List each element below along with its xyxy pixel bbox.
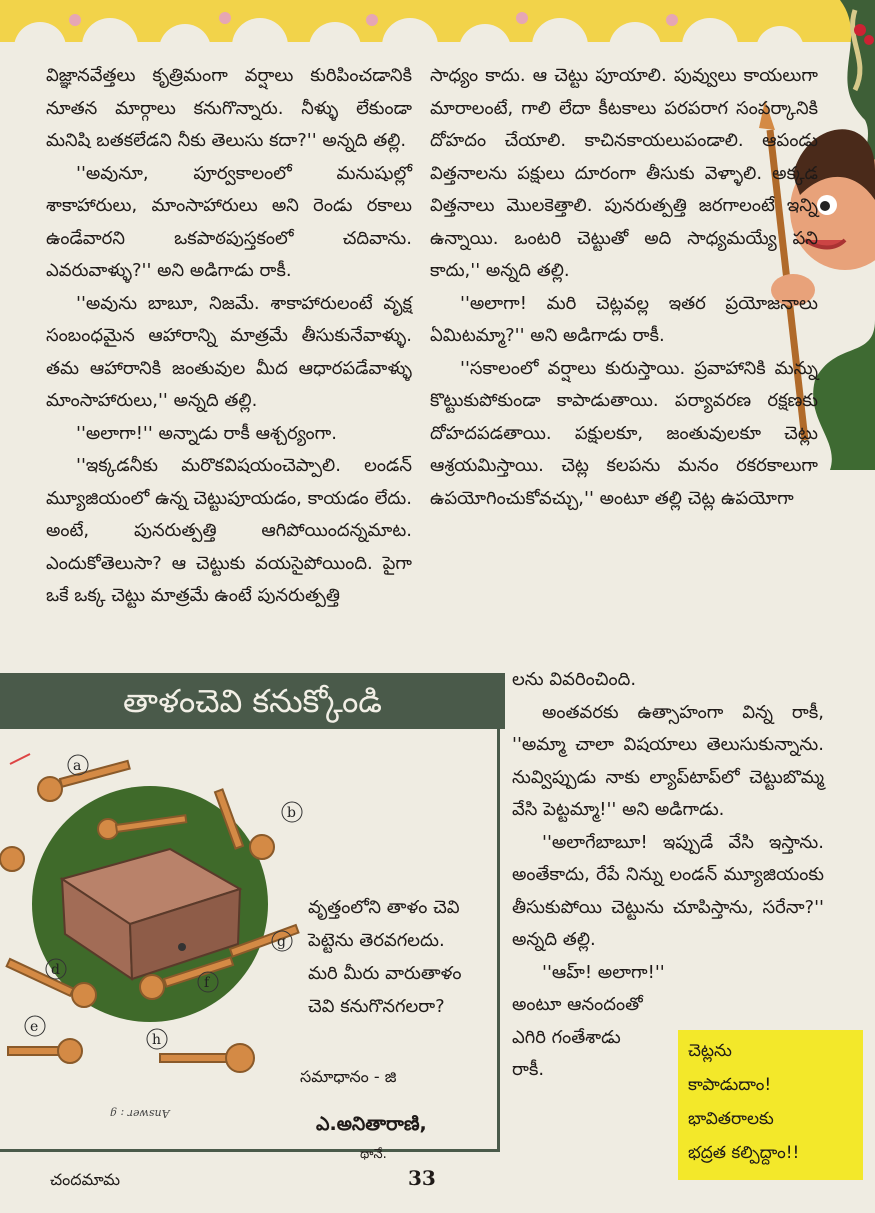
article-column-left [46,60,412,613]
slogan-line: భావితరాలకు [688,1109,774,1129]
paragraph: సాధ్యం కాదు. ఆ చెట్టు పూయాలి. పువ్వులు కాయలుగా మారాలంటే, గాలి లేదా కీటకాలు పరపరాగ సంపర్కానికి దోహదం చేయాలి. కాచినకాయలుపండాలి. ఆపండు విత్తనాలను పక్షులు దూరంగా తీసుకు వెళ్ళాలి. అక్కడ విత్తనాలు మొలకెత్తాలి. పునరుత్పత్తి జరగాలంటే ఇన్ని ఉన్నాయి. ఒంటరి చెట్టుతో అది సాధ్యమయ్యే పని కాదు,'' అన్నది తల్లి. [430,65,818,281]
paragraph: అంతవరకు ఉత్సాహంగా విన్న రాకీ, ''అమ్మా చాలా విషయాలు తెలుసుకున్నాను. నువ్విప్పుడు నాకు ల్యాప్‌టాప్‌లో చెట్టుబొమ్మ వేసి పెట్టమ్మా!'' అని అడిగాడు. [512,701,824,820]
page-number: 33 [408,1166,436,1190]
puzzle-author-place: థానే. [360,1147,387,1162]
paragraph: ''ఆహ్! అలాగా!'' [542,961,665,983]
paragraph: ''అవునూ, పూర్వకాలంలో మనుషుల్లో శాకాహారులు, మాంసాహారులు అని రెండు రకాలు ఉండేవారని ఒకపాఠపుస్తకంలో చదివాను. ఎవరువాళ్ళు?'' అని అడిగాడు రాకీ. [46,162,412,281]
paragraph: ''అలాగా!'' అన్నాడు రాకీ ఆశ్చర్యంగా. [76,422,337,444]
paragraph: అంటూ ఆనందంతో [512,994,643,1015]
upside-down-answer: Answer : g [110,1107,170,1120]
article-column-middle [430,60,818,515]
paragraph: ''సకాలంలో వర్షాలు కురుస్తాయి. ప్రవాహానికి మన్ను కొట్టుకుపోకుండా కాపాడుతాయి. పర్యావరణ రక్షణకు దోహదపడతాయి. పక్షులకూ, జంతువులకూ చెట్లు ఆశ్రయమిస్తాయి. చెట్ల కలపను మనం రకరకాలుగా ఉపయోగించుకోవచ్చు,'' అంటూ తల్లి చెట్ల ఉపయోగా [430,357,818,509]
key-label-a: a [73,758,82,774]
paragraph: ఎగిరి గంతేశాడు [512,1026,621,1048]
puzzle-title: తాళంచెవి కనుక్కోండి [123,682,382,720]
article-column-right [512,664,824,1087]
paragraph: ''అలాగేబాబూ! ఇప్పుడే వేసి ఇస్తాను. అంతేకాదు, రేపే నిన్ను లండన్ మ్యూజియంకు తీసుకుపోయి చెట్టును చూపిస్తాను, సరేనా?'' అన్నది తల్లి. [512,831,824,950]
slogan-line: చెట్లను [688,1041,732,1061]
puzzle-answer: సమాధానం - జి [300,1067,397,1086]
paragraph: ''ఇక్కడనీకు మరొకవిషయంచెప్పాలి. లండన్ మ్యూజియంలో ఉన్న చెట్టుపూయడం, కాయడం లేదు. అంటే, పునరుత్పత్తి ఆగిపోయిందన్నమాట. ఎందుకోతెలుసా? ఆ చెట్టుకు వయసైపోయింది. పైగా ఒకే ఒక్క చెట్టు మాత్రమే ఉంటే పునరుత్పత్తి [46,455,412,606]
slogan-box [678,1030,863,1180]
key-label-d: d [51,962,60,978]
paragraph: లను వివరించింది. [512,669,637,690]
key-label-g: g [277,934,286,950]
magazine-name: చందమామ [50,1170,121,1189]
top-border-decoration [0,0,875,42]
puzzle-author: ఎ.అనితారాణి, [316,1113,427,1135]
key-label-h: h [152,1032,162,1048]
paragraph: ''అవును బాబూ, నిజమే. శాకాహారులంటే వృక్ష సంబంధమైన ఆహారాన్ని మాత్రమే తీసుకునేవాళ్ళు. తమ ఆహారానికి జంతువుల మీద ఆధారపడేవాళ్ళు మాంసాహారులు,'' అన్నది తల్లి. [46,292,412,411]
slogan-line: భద్రత కల్పిద్దాం!! [688,1143,800,1163]
key-c-icon [0,847,24,871]
key-label-f: f [204,975,210,991]
key-label-e: e [30,1019,39,1035]
puzzle-header [0,673,505,729]
puzzle-content [0,729,500,1162]
key-e-icon [8,1039,82,1063]
paragraph: ''అలాగా! మరి చెట్లవల్ల ఇతర ప్రయోజనాలు ఏమిటమ్మా?'' అని అడిగాడు రాకీ. [430,292,818,346]
puzzle-question: వృత్తంలోని తాళం చెవి పెట్టెను తెరవగలదు. మరి మీరు వారుతాళం చెవి కనుగొనగలరా? [308,897,462,1017]
puzzle-box [0,673,505,1160]
paragraph: రాకీ. [512,1059,545,1080]
paragraph: విజ్ఞానవేత్తలు కృత్రిమంగా వర్షాలు కురిపించడానికి నూతన మార్గాలు కనుగొన్నారు. నీళ్ళు లేకుండా మనిషి బతకలేడని నీకు తెలుసు కదా?'' అన్నది తల్లి. [46,65,412,151]
key-label-b: b [287,805,296,821]
slogan-line: కాపాడుదాం! [688,1075,772,1095]
key-h-icon [160,1044,254,1072]
